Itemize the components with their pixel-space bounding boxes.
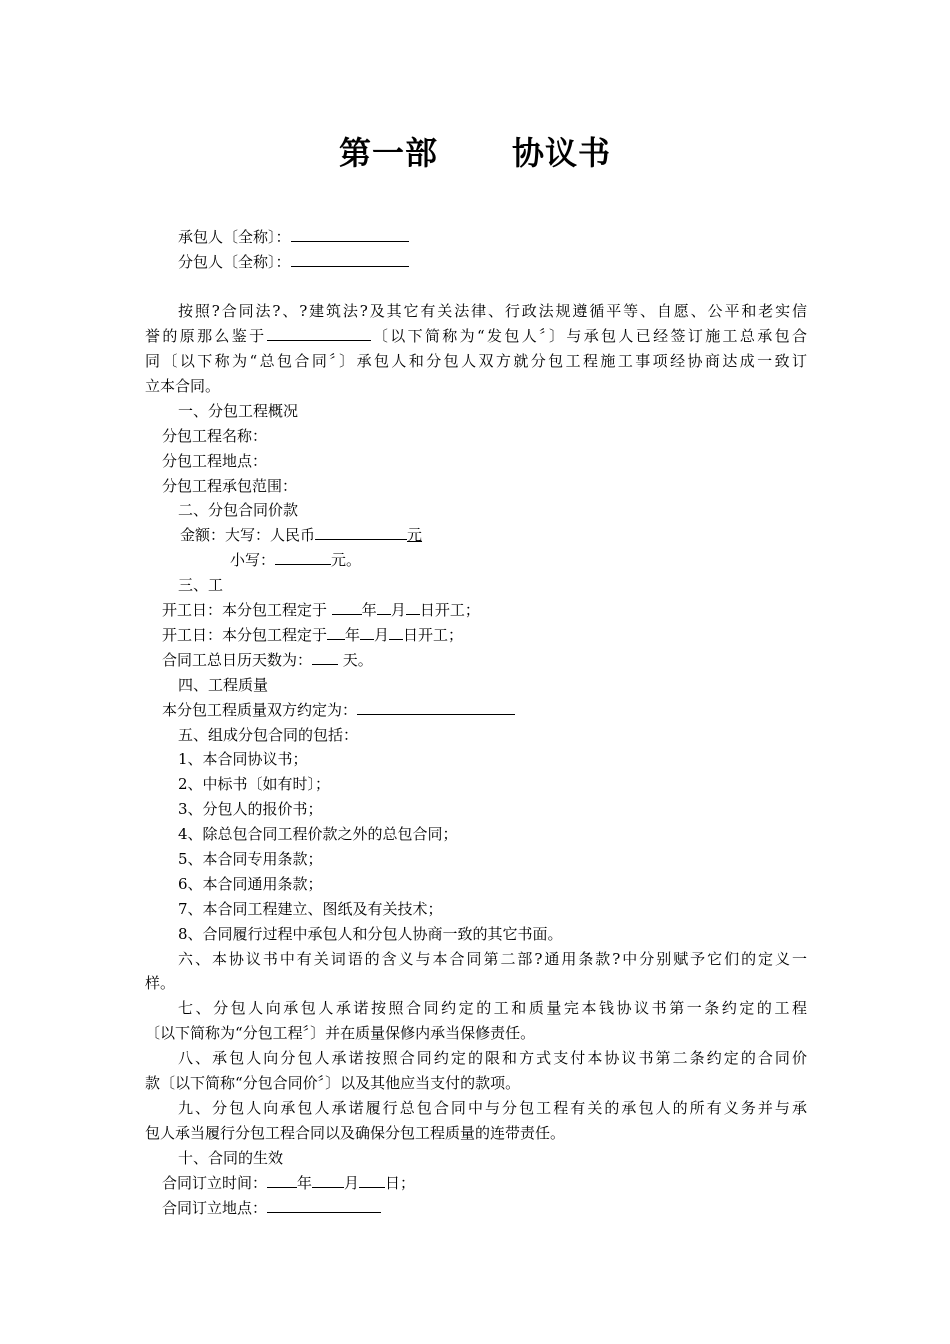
amount-lower-blank [275,548,331,565]
section-1-heading: 一、分包工程概况 [178,402,299,420]
section-9-line-1: 九、分包人向承包人承诺履行总包合同中与分包工程有关的承包人的所有义务并与承 [178,1099,807,1117]
preamble-line-2: 誉的原那么鉴于 〔以下简称为“发包人〞〕与承包人已经签订施工总承包合 [145,324,807,349]
section-9-line-2: 包人承当履行分包工程合同以及确保分包工程质量的连带责任。 [145,1124,566,1142]
start-date-line: 开工日：本分包工程定于 年 月 日开工； [162,598,480,623]
list-item: 6、本合同通用条款； [178,875,323,893]
quality-blank [357,698,515,715]
section-6-line-2: 样。 [145,974,176,992]
project-scope: 分包工程承包范围： [162,477,298,495]
preamble-line-1: 按照?合同法?、?建筑法?及其它有关法律、行政法规遵循平等、自愿、公平和老实信 [178,302,807,320]
list-item: 4、除总包合同工程价款之外的总包合同； [178,825,458,843]
title-part: 第一部 [338,134,438,172]
list-item: 1、本合同协议书； [178,750,308,768]
amount-lower: 小写： 元。 [230,548,361,573]
amount-upper-blank [315,523,407,540]
total-days-line: 合同工总日历天数为： 天。 [162,648,373,673]
signing-place-blank [267,1196,381,1213]
list-item: 2、中标书〔如有时〕； [178,775,331,793]
preamble-line-4: 立本合同。 [145,377,221,395]
section-6-line-1: 六、本协议书中有关词语的含义与本合同第二部?通用条款?中分别赋予它们的定义一 [178,950,807,968]
section-7-line-1: 七、分包人向承包人承诺按照合同约定的工和质量完本钱协议书第一条约定的工程 [178,999,807,1017]
section-8-line-2: 款〔以下简称“分包合同价〞〕以及其他应当支付的款项。 [145,1074,521,1092]
signing-time-line: 合同订立时间： 年 月 日； [162,1171,415,1196]
title-name: 协议书 [512,134,612,172]
project-location: 分包工程地点： [162,452,268,470]
section-7-line-2: 〔以下简称为“分包工程〞〕并在质量保修内承当保修责任。 [145,1024,536,1042]
section-5-heading: 五、组成分包合同的包括： [178,726,359,744]
start-date-line-2: 开工日：本分包工程定于 年 月 日开工； [162,623,463,648]
subcontractor-line: 分包人〔全称〕： [178,250,409,275]
list-item: 3、分包人的报价书； [178,800,323,818]
subcontractor-blank [291,250,409,267]
signing-place-line: 合同订立地点： [162,1196,381,1221]
section-3-heading: 三、工 [178,576,224,594]
contractor-line: 承包人〔全称〕： [178,225,409,250]
section-10-heading: 十、合同的生效 [178,1149,284,1167]
page-title [0,128,950,174]
project-name: 分包工程名称： [162,427,268,445]
section-2-heading: 二、分包合同价款 [178,501,299,519]
contractor-blank [291,225,409,242]
section-4-heading: 四、工程质量 [178,676,269,694]
preamble-line-3: 同〔以下称为“总包合同〞〕承包人和分包人双方就分包工程施工事项经协商达成一致订 [145,352,807,370]
section-8-line-1: 八、承包人向分包人承诺按照合同约定的限和方式支付本协议书第二条约定的合同价 [178,1049,807,1067]
list-item: 5、本合同专用条款； [178,850,323,868]
quality-line: 本分包工程质量双方约定为： [162,698,515,723]
amount-upper: 金额：大写：人民币 元 [180,523,422,548]
list-item: 7、本合同工程建立、图纸及有关技术； [178,900,443,918]
list-item: 8、合同履行过程中承包人和分包人协商一致的其它书面。 [178,925,563,943]
employer-blank [267,324,371,341]
